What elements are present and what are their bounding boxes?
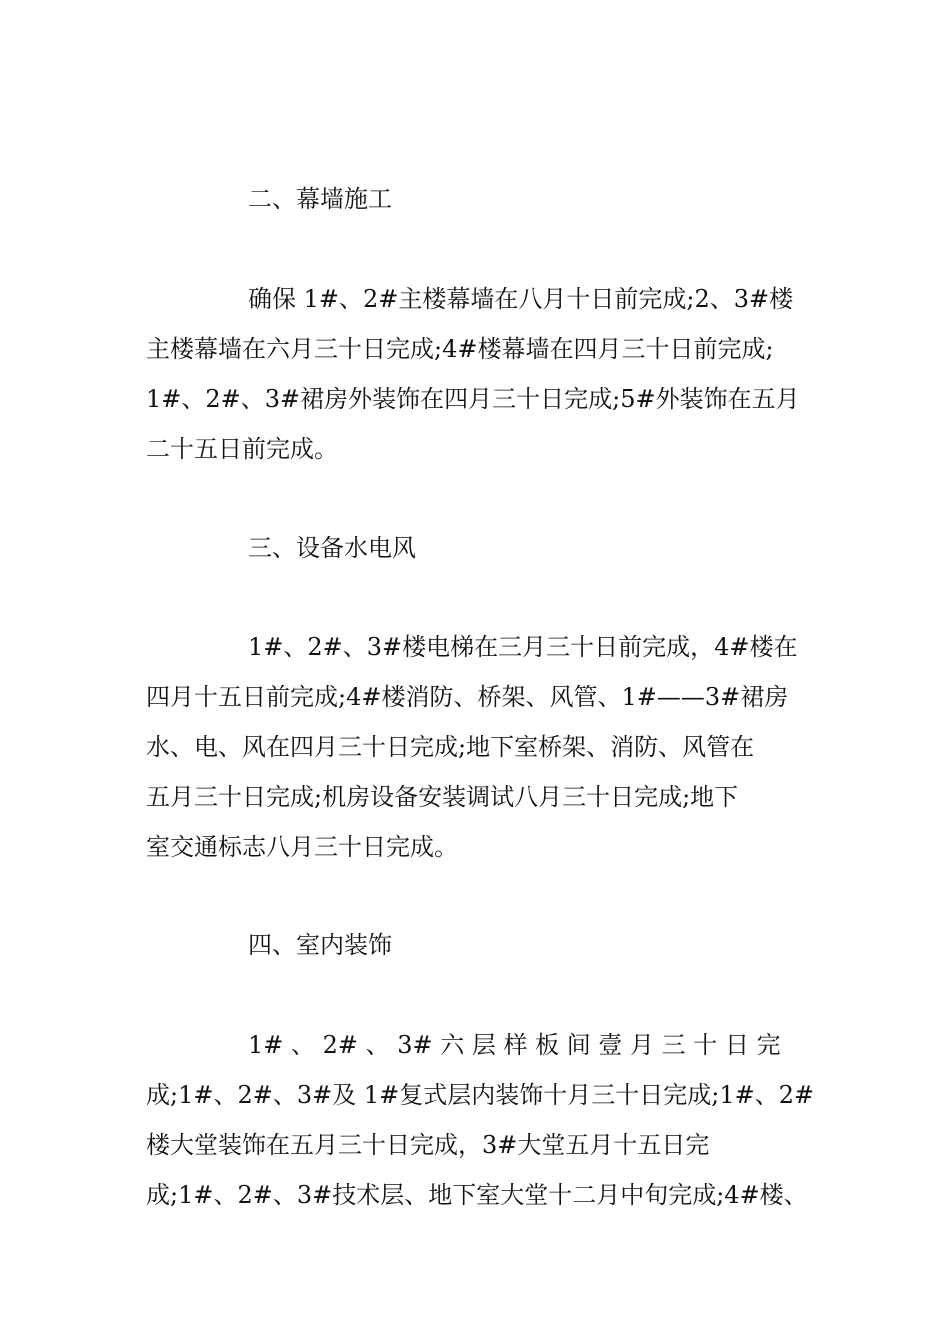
paragraph-line: 1#、2#、3#裙房外装饰在四月三十日完成;5#外装饰在五月 xyxy=(146,385,800,413)
paragraph-line: 五月三十日完成;机房设备安装调试八月三十日完成;地下 xyxy=(146,783,739,811)
section-paragraph-curtain-wall xyxy=(146,274,828,474)
section-heading-interior: 四、室内装饰 xyxy=(248,931,392,959)
paragraph-line: 成;1#、2#、3#及 1#复式层内装饰十月三十日完成;1#、2# xyxy=(146,1081,815,1109)
section-paragraph-interior xyxy=(146,1020,828,1220)
paragraph-line: 水、电、风在四月三十日完成;地下室桥架、消防、风管在 xyxy=(146,733,755,761)
paragraph-line: 二十五日前完成。 xyxy=(146,435,338,463)
paragraph-line: 成;1#、2#、3#技术层、地下室大堂十二月中旬完成;4#楼、 xyxy=(146,1181,808,1209)
paragraph-line: 1#、2#、3#楼电梯在三月三十日前完成，4#楼在 xyxy=(248,633,798,661)
paragraph-line: 确保 1#、2#主楼幕墙在八月十日前完成;2、3#楼 xyxy=(248,285,794,313)
paragraph-line: 四月十五日前完成;4#楼消防、桥架、风管、1#——3#裙房 xyxy=(146,683,789,711)
paragraph-line: 主楼幕墙在六月三十日完成;4#楼幕墙在四月三十日前完成; xyxy=(146,335,774,363)
section-heading-mep: 三、设备水电风 xyxy=(248,534,416,562)
section-heading-curtain-wall: 二、幕墙施工 xyxy=(248,185,392,213)
section-paragraph-mep xyxy=(146,622,828,872)
paragraph-line: 1# 、 2# 、 3# 六 层 样 板 间 壹 月 三 十 日 完 xyxy=(248,1031,781,1059)
paragraph-line: 楼大堂装饰在五月三十日完成，3#大堂五月十五日完 xyxy=(146,1131,710,1159)
paragraph-line: 室交通标志八月三十日完成。 xyxy=(146,833,458,861)
